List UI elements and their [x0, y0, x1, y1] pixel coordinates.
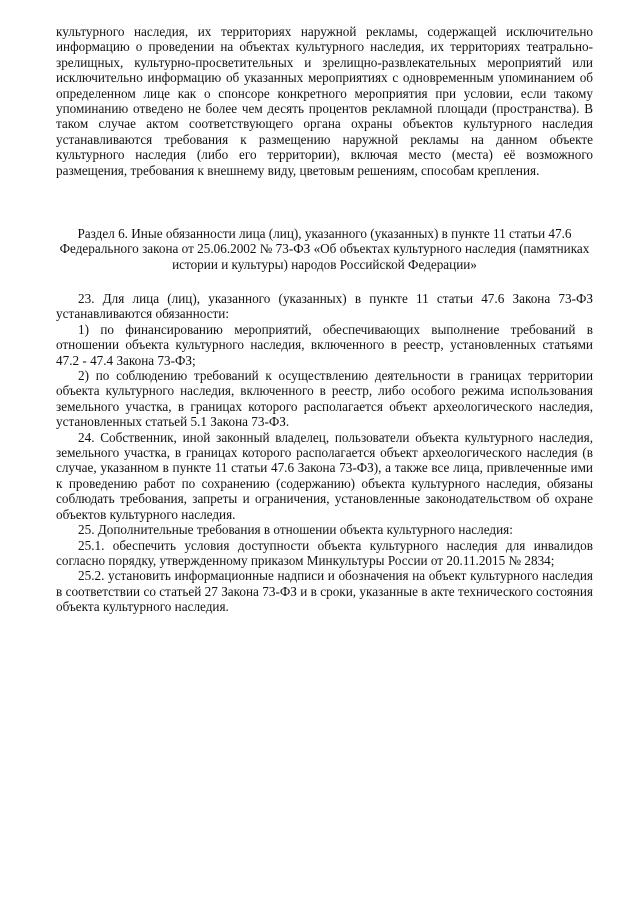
body-block	[56, 291, 593, 615]
paragraph-23-1: 1) по финансированию мероприятий, обеспечивающих выполнение требований в отношении объекта культурного наследия, включенного в реестр, установленных статьями 47.2 - 47.4 Закона 73-ФЗ;	[56, 321, 593, 368]
top-paragraph: культурного наследия, их территориях наружной рекламы, содержащей исключительно информацию о проведении на объектах культурного наследия, их территориях театрально-зрелищных, культурно-просветительных и зрелищно-развлекательных мероприятий или исключительно информацию об указанных мероприятиях с одновременным упоминанием об определенном лице как о спонсоре конкретного мероприятия при условии, если такому упоминанию отведено не более чем десять процентов рекламной площади (пространства). В таком случае актом соответствующего органа охраны объектов культурного наследия устанавливаются требования к размещению наружной рекламы на данном объекте культурного наследия (либо его территории), включая место (места) её возможного размещения, требования к внешнему виду, цветовым решениям, способам крепления.	[56, 24, 593, 178]
section-heading: Раздел 6. Иные обязанности лица (лиц), указанного (указанных) в пункте 11 статьи 47.6 Федерального закона от 25.06.2002 № 73-ФЗ «Об объектах культурного наследия (памятниках истории и культуры) народов Российской Федерации»	[59, 226, 590, 272]
section-heading-block	[56, 226, 593, 272]
paragraph-25-2: 25.2. установить информационные надписи и обозначения на объект культурного наследия в соответствии со статьей 27 Закона 73-ФЗ и в сроки, указанные в акте технического состояния объекта культурного наследия.	[56, 568, 593, 615]
top-paragraph-block	[56, 24, 593, 178]
paragraph-25: 25. Дополнительные требования в отношении объекта культурного наследия:	[78, 522, 513, 538]
paragraph-23-2: 2) по соблюдению требований к осуществлению деятельности в границах территории объекта культурного наследия, включенного в реестр, либо особого режима использования земельного участка, в границах которого располагается объект археологического наследия, установленных статьей 5.1 Закона 73-ФЗ.	[56, 368, 593, 430]
paragraph-23: 23. Для лица (лиц), указанного (указанных) в пункте 11 статьи 47.6 Закона 73-ФЗ устанавливаются обязанности:	[56, 291, 593, 322]
paragraph-24: 24. Собственник, иной законный владелец, пользователи объекта культурного наследия, земельного участка, в границах которого располагается объект археологического наследия (в случае, указанном в пункте 11 статьи 47.6 Закона 73-ФЗ), а также все лица, привлеченные ими к проведению работ по сохранению (содержанию) объекта культурного наследия, обязаны соблюдать требования, запреты и ограничения, установленные законодательством об охране объектов культурного наследия.	[56, 429, 593, 522]
paragraph-25-1: 25.1. обеспечить условия доступности объекта культурного наследия для инвалидов согласно порядку, утвержденному приказом Минкультуры России от 20.11.2015 № 2834;	[56, 537, 593, 568]
